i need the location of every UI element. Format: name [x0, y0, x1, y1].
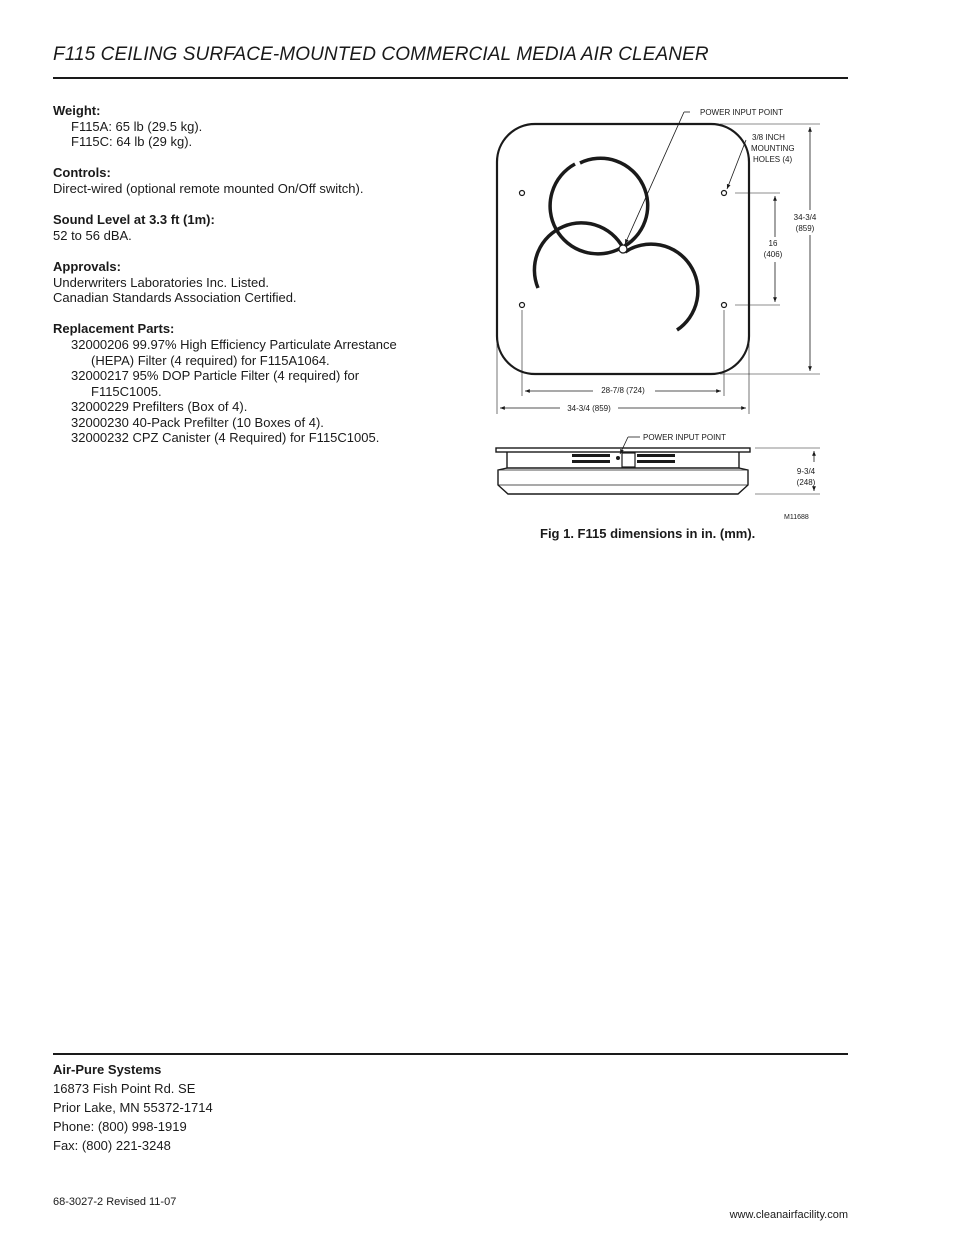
- approval-line: Canadian Standards Association Certified.: [53, 290, 297, 306]
- footer-rule: [53, 1053, 848, 1055]
- side-height-dimension: 9-3/4: [796, 467, 816, 476]
- sound-text: 52 to 56 dBA.: [53, 227, 132, 243]
- specifications: [53, 103, 473, 462]
- drawing-id: M11688: [784, 514, 809, 521]
- part-item: 32000217 95% DOP Particle Filter (4 required) for: [71, 368, 360, 384]
- mounting-hole: [722, 303, 727, 308]
- total-height-dimension: 34-3/4: [793, 213, 817, 222]
- filter-lobe: [534, 223, 625, 288]
- address-line: Prior Lake, MN 55372-1714: [53, 1100, 213, 1115]
- sound-heading: Sound Level at 3.3 ft (1m):: [53, 212, 215, 228]
- dimension-figure: [480, 100, 840, 525]
- mounting-holes-label: MOUNTING: [751, 144, 795, 153]
- power-input-label: POWER INPUT POINT: [700, 108, 783, 117]
- hole-spacing-vertical: (406): [763, 250, 783, 259]
- mounting-hole: [520, 303, 525, 308]
- weight-heading: Weight:: [53, 103, 101, 118]
- side-height-dimension: (248): [796, 478, 816, 487]
- total-height-dimension: (859): [795, 224, 815, 233]
- mounting-holes-label: HOLES (4): [753, 155, 793, 164]
- filter-lobe: [550, 164, 621, 254]
- filter-lobe: [625, 244, 698, 330]
- total-width-dimension: 34-3/4 (859): [567, 404, 611, 413]
- part-item: 32000206 99.97% High Efficiency Particulate Arrestance: [71, 336, 397, 352]
- parts-section: [53, 321, 473, 446]
- part-item-continued: F115C1005.: [91, 383, 162, 399]
- approvals-heading: Approvals:: [53, 258, 121, 274]
- weight-line: F115C: 64 lb (29 kg).: [71, 134, 193, 150]
- company-contact: [53, 1060, 213, 1155]
- hole-spacing-horizontal: 28-7/8 (724): [601, 386, 645, 395]
- company-name: Air-Pure Systems: [53, 1062, 162, 1077]
- weight-line: F115A: 65 lb (29.5 kg).: [71, 118, 203, 134]
- weight-section: [53, 103, 473, 150]
- sound-section: [53, 212, 473, 243]
- controls-heading: Controls:: [53, 165, 111, 181]
- side-power-input-label: POWER INPUT POINT: [643, 433, 726, 442]
- mounting-hole: [722, 191, 727, 196]
- dimension-drawing: [480, 100, 840, 525]
- filter-lobes: [534, 158, 697, 330]
- fax-line: Fax: (800) 221-3248: [53, 1138, 171, 1153]
- power-input-point: [619, 245, 627, 253]
- figure-caption: Fig 1. F115 dimensions in in. (mm).: [540, 526, 756, 541]
- page-title: F115 CEILING SURFACE-MOUNTED COMMERCIAL MEDIA AIR CLEANER: [53, 44, 709, 65]
- mounting-hole: [520, 191, 525, 196]
- approvals-section: [53, 259, 473, 306]
- parts-heading: Replacement Parts:: [53, 321, 175, 337]
- phone-line: Phone: (800) 998-1919: [53, 1119, 187, 1134]
- housing-side-view: [496, 448, 750, 494]
- mounting-holes-label: 3/8 INCH: [752, 133, 785, 142]
- part-item: 32000229 Prefilters (Box of 4).: [71, 399, 248, 415]
- header-rule: [53, 77, 848, 79]
- document-number: 68-3027-2 Revised 11-07: [53, 1196, 177, 1208]
- controls-text: Direct-wired (optional remote mounted On/Off switch).: [53, 180, 364, 196]
- hole-spacing-vertical: 16: [768, 239, 778, 248]
- website-link[interactable]: www.cleanairfacility.com: [729, 1209, 848, 1221]
- controls-section: [53, 165, 473, 196]
- part-item: 32000232 CPZ Canister (4 Required) for F115C1005.: [71, 430, 380, 446]
- approval-line: Underwriters Laboratories Inc. Listed.: [53, 274, 270, 290]
- part-item: 32000230 40-Pack Prefilter (10 Boxes of 4).: [71, 414, 324, 430]
- part-item-continued: (HEPA) Filter (4 required) for F115A1064.: [91, 352, 330, 368]
- address-line: 16873 Fish Point Rd. SE: [53, 1081, 196, 1096]
